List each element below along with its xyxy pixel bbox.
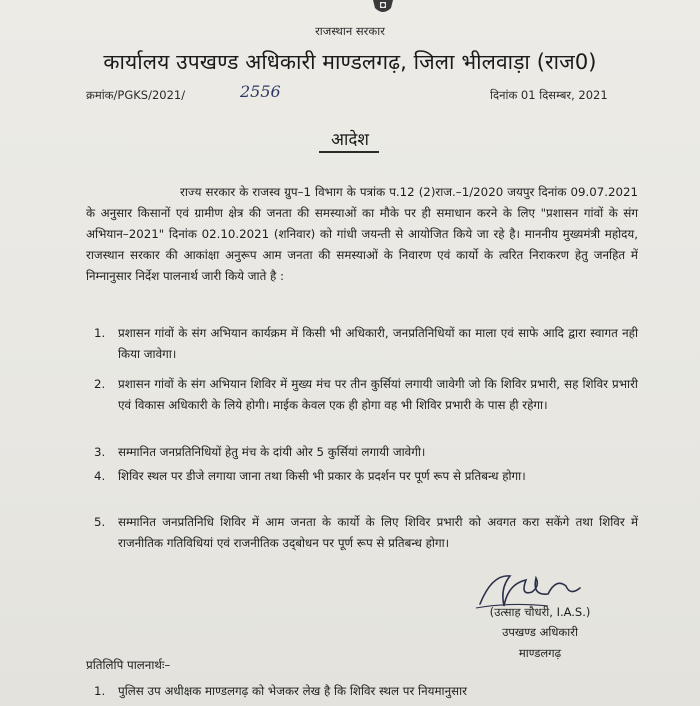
item-text: सम्मानित जनप्रतिनिधियों हेतु मंच के दांयी ओर 5 कुर्सियां लगायी जावेगी। bbox=[118, 445, 426, 459]
reference-number-handwritten: 2556 bbox=[240, 82, 281, 101]
item-number: 1. bbox=[94, 326, 106, 340]
issue-date: दिनांक 01 दिसम्बर, 2021 bbox=[490, 88, 608, 102]
item-text: सम्मानित जनप्रतिनिधि शिविर में आम जनता के कार्यो के लिए शिविर प्रभारी को अवगत करा सकेंगे तथा शिविर में राजनीतिक गतिविधियां एवं राजनीतिक उद्‌बोधन पर पूर्ण रूप से प्रतिबन्ध होगा। bbox=[118, 515, 638, 550]
order-title: आदेश bbox=[331, 130, 369, 150]
copy-item-text: पुलिस उप अधीक्षक माण्डलगढ़ को भेजकर लेख है कि शिविर स्थल पर नियमानुसार bbox=[118, 684, 468, 698]
office-heading: कार्यालय उपखण्ड अधिकारी माण्डलगढ़, जिला भीलवाड़ा (राज0) bbox=[103, 50, 597, 74]
directive-item bbox=[86, 442, 638, 463]
item-number: 5. bbox=[94, 515, 106, 529]
item-number: 3. bbox=[94, 445, 106, 459]
government-name: राजस्थान सरकार bbox=[315, 24, 385, 38]
copy-heading: प्रतिलिपि पालनार्थः– bbox=[86, 658, 171, 672]
copy-item-number: 1. bbox=[94, 684, 106, 698]
item-text: शिविर स्थल पर डीजे लगाया जाना तथा किसी भी प्रकार के प्रदर्शन पर पूर्ण रूप से प्रतिबन्ध होगा। bbox=[118, 469, 526, 483]
intro-paragraph: राज्य सरकार के राजस्व ग्रुप–1 विभाग के पत्रांक प.12 (2)राज.–1/2020 जयपुर दिनांक 09.07.2021 के अनुसार किसानों एवं ग्रामीण क्षेत्र की जनता की समस्याओं का मौके पर ही समाधान करने के लिए "प्रशासन गांवों के संग अभियान–2021" दिनांक 02.10.2021 (शनिवार) को गांधी जयन्ती से आयोजित किये जा रहे है। माननीय मुख्यमंत्री महोदय, राजस्थान सरकार की आकांक्षा अनुरूप आम जनता की समस्याओं के निवारण एवं कार्यो के त्वरित निराकरण हेतु जनहित में निम्नानुसार निर्देश पालनार्थ जारी किये जाते है : bbox=[86, 185, 638, 283]
item-number: 2. bbox=[94, 377, 106, 391]
signatory-designation: उपखण्ड अधिकारी bbox=[502, 625, 578, 639]
state-emblem-icon bbox=[369, 0, 397, 16]
directive-item bbox=[86, 374, 638, 416]
copy-item bbox=[86, 683, 646, 699]
title-underline bbox=[319, 151, 379, 153]
directive-item bbox=[86, 466, 638, 487]
item-number: 4. bbox=[94, 469, 106, 483]
item-text: प्रशासन गांवों के संग अभियान शिविर में मुख्य मंच पर तीन कुर्सियां लगायी जावेगी जो कि शिविर प्रभारी, सह शिविर प्रभारी एवं विकास अधिकारी के लिये होगी। माईक केवल एक ही होगा वह भी शिविर प्रभारी के पास ही रहेगा। bbox=[118, 377, 638, 412]
directive-item bbox=[86, 512, 638, 554]
item-text: प्रशासन गांवों के संग अभियान कार्यक्रम में किसी भी अधिकारी, जनप्रतिनिधियों का माला एवं साफे आदि द्वारा स्वागत नही किया जावेगा। bbox=[118, 326, 638, 361]
reference-label: क्रमांक/PGKS/2021/ bbox=[86, 88, 186, 102]
directive-item bbox=[86, 323, 638, 365]
signatory-place: माण्डलगढ़ bbox=[518, 646, 562, 660]
signatory-name: (उत्साह चौधरी, I.A.S.) bbox=[489, 605, 591, 619]
